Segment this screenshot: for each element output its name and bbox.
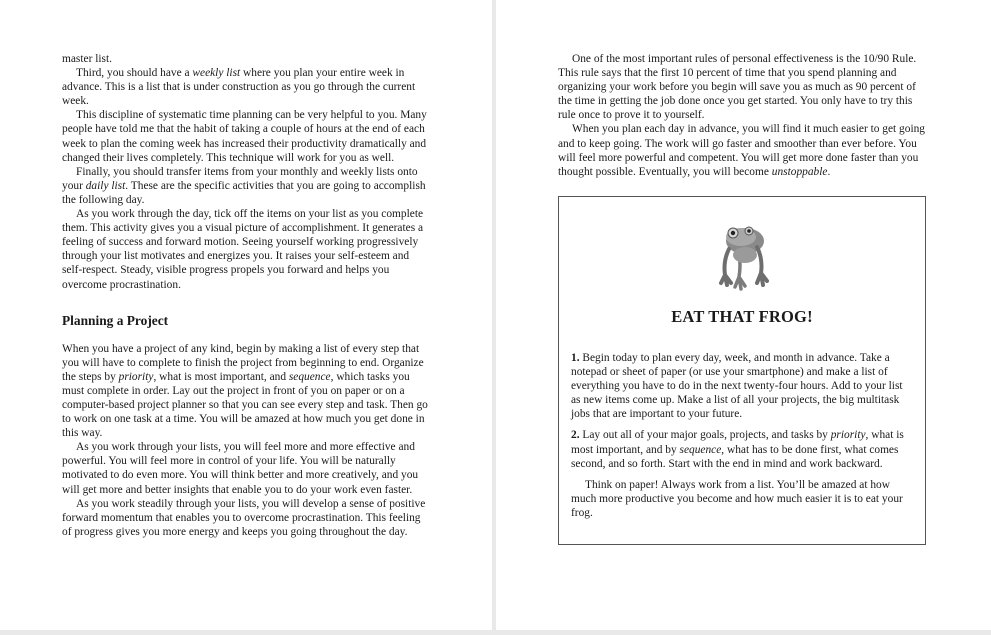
- emphasis-text: priority: [118, 370, 154, 383]
- left-paragraphs: [62, 52, 430, 292]
- body-paragraph: When you have a project of any kind, begin by making a list of every step that you will have to complete to finish the project from beginning to end. Organize the steps by priority, what is most important, and sequence, which tasks you must complete in order. Lay out the project in front of you on paper or on a computer-based project planner so that you can see every step and task. Then go to work on one task at a time. You will be amazed at how much you get done in this way.: [62, 342, 428, 440]
- emphasis-text: unstoppable: [771, 165, 828, 178]
- body-paragraph: Finally, you should transfer items from your monthly and weekly lists onto your daily list. These are the specific activities that you are going to accomplish the following day.: [62, 165, 426, 206]
- item-number: 2.: [571, 429, 580, 442]
- body-paragraph: As you work through the day, tick off the items on your list as you complete them. This activity gives you a visual picture of accomplishment. It generates a feeling of success and forward motion. Seeing yourself working progressively through your list motivates and energizes you. It raises your self-esteem and self-respect. Steady, visible progress propels you forward and helps you overcome procrastination.: [62, 208, 424, 291]
- frog-icon: [711, 219, 775, 291]
- emphasis-text: weekly list: [192, 67, 241, 80]
- body-paragraph: master list.: [62, 53, 112, 65]
- emphasis-text: priority: [830, 429, 866, 442]
- action-item: 1. Begin today to plan every day, week, and month in advance. Take a notepad or sheet of paper (or use your smartphone) and make a list of everything you have to do in the next twenty-four hours. Add to your list as new items come up. Make a list of all your projects, the big multitask jobs that are important to your future.: [571, 352, 903, 421]
- box-title: EAT THAT FROG!: [671, 307, 813, 326]
- section-heading: Planning a Project: [62, 312, 169, 328]
- left-page: [0, 0, 492, 630]
- right-page: [496, 0, 991, 630]
- left-text-column: [62, 52, 430, 539]
- emphasis-text: sequence: [679, 443, 722, 456]
- emphasis-text: daily list: [85, 179, 126, 192]
- emphasis-text: sequence: [288, 370, 331, 383]
- right-paragraphs: [558, 52, 928, 179]
- action-item: 2. Lay out all of your major goals, projects, and tasks by priority, what is most important, and by sequence, what has to be done first, what comes second, and so forth. Start with the end in mind and work backward.: [571, 429, 904, 470]
- right-text-column: [558, 52, 928, 179]
- section-paragraphs: [62, 342, 430, 539]
- body-paragraph: One of the most important rules of personal effectiveness is the 10/90 Rule. This rule says that the first 10 percent of time that you spend planning and organizing your work before you begin will save you as much as 90 percent of the time in getting the job done once you get started. You only have to try this rule once to prove it to yourself.: [558, 53, 917, 122]
- box-closing: Think on paper! Always work from a list. You’ll be amazed at how much more productive you become and how much easier it is to eat your frog.: [571, 478, 903, 519]
- item-number: 1.: [571, 352, 580, 364]
- body-paragraph: As you work through your lists, you will feel more and more effective and powerful. You will feel more in control of your life. You will be naturally motivated to do even more. You will think better and more creatively, and you will get more and better insights that enable you to do your work even faster.: [62, 441, 419, 496]
- body-paragraph: As you work steadily through your lists, you will develop a sense of positive forward momentum that enables you to overcome procrastination. This feeling of progress gives you more energy and keeps you going throughout the day.: [62, 497, 426, 538]
- box-body: [571, 351, 913, 520]
- body-paragraph: When you plan each day in advance, you will find it much easier to get going and to keep going. The work will go faster and smoother than ever before. You will feel more powerful and competent. You will get more done faster than you thought possible. Eventually, you will become unstoppable.: [558, 123, 926, 178]
- box-items: [571, 351, 913, 471]
- body-paragraph: Third, you should have a weekly list where you plan your entire week in advance. This is a list that is under construction as you go through the current week.: [62, 67, 416, 108]
- eat-that-frog-box: [558, 196, 926, 545]
- body-paragraph: This discipline of systematic time planning can be very helpful to you. Many people have told me that the habit of taking a couple of hours at the end of each week to plan the coming week has increased their productivity dramatically and changed their lives completely. This technique will work for you as well.: [62, 109, 427, 164]
